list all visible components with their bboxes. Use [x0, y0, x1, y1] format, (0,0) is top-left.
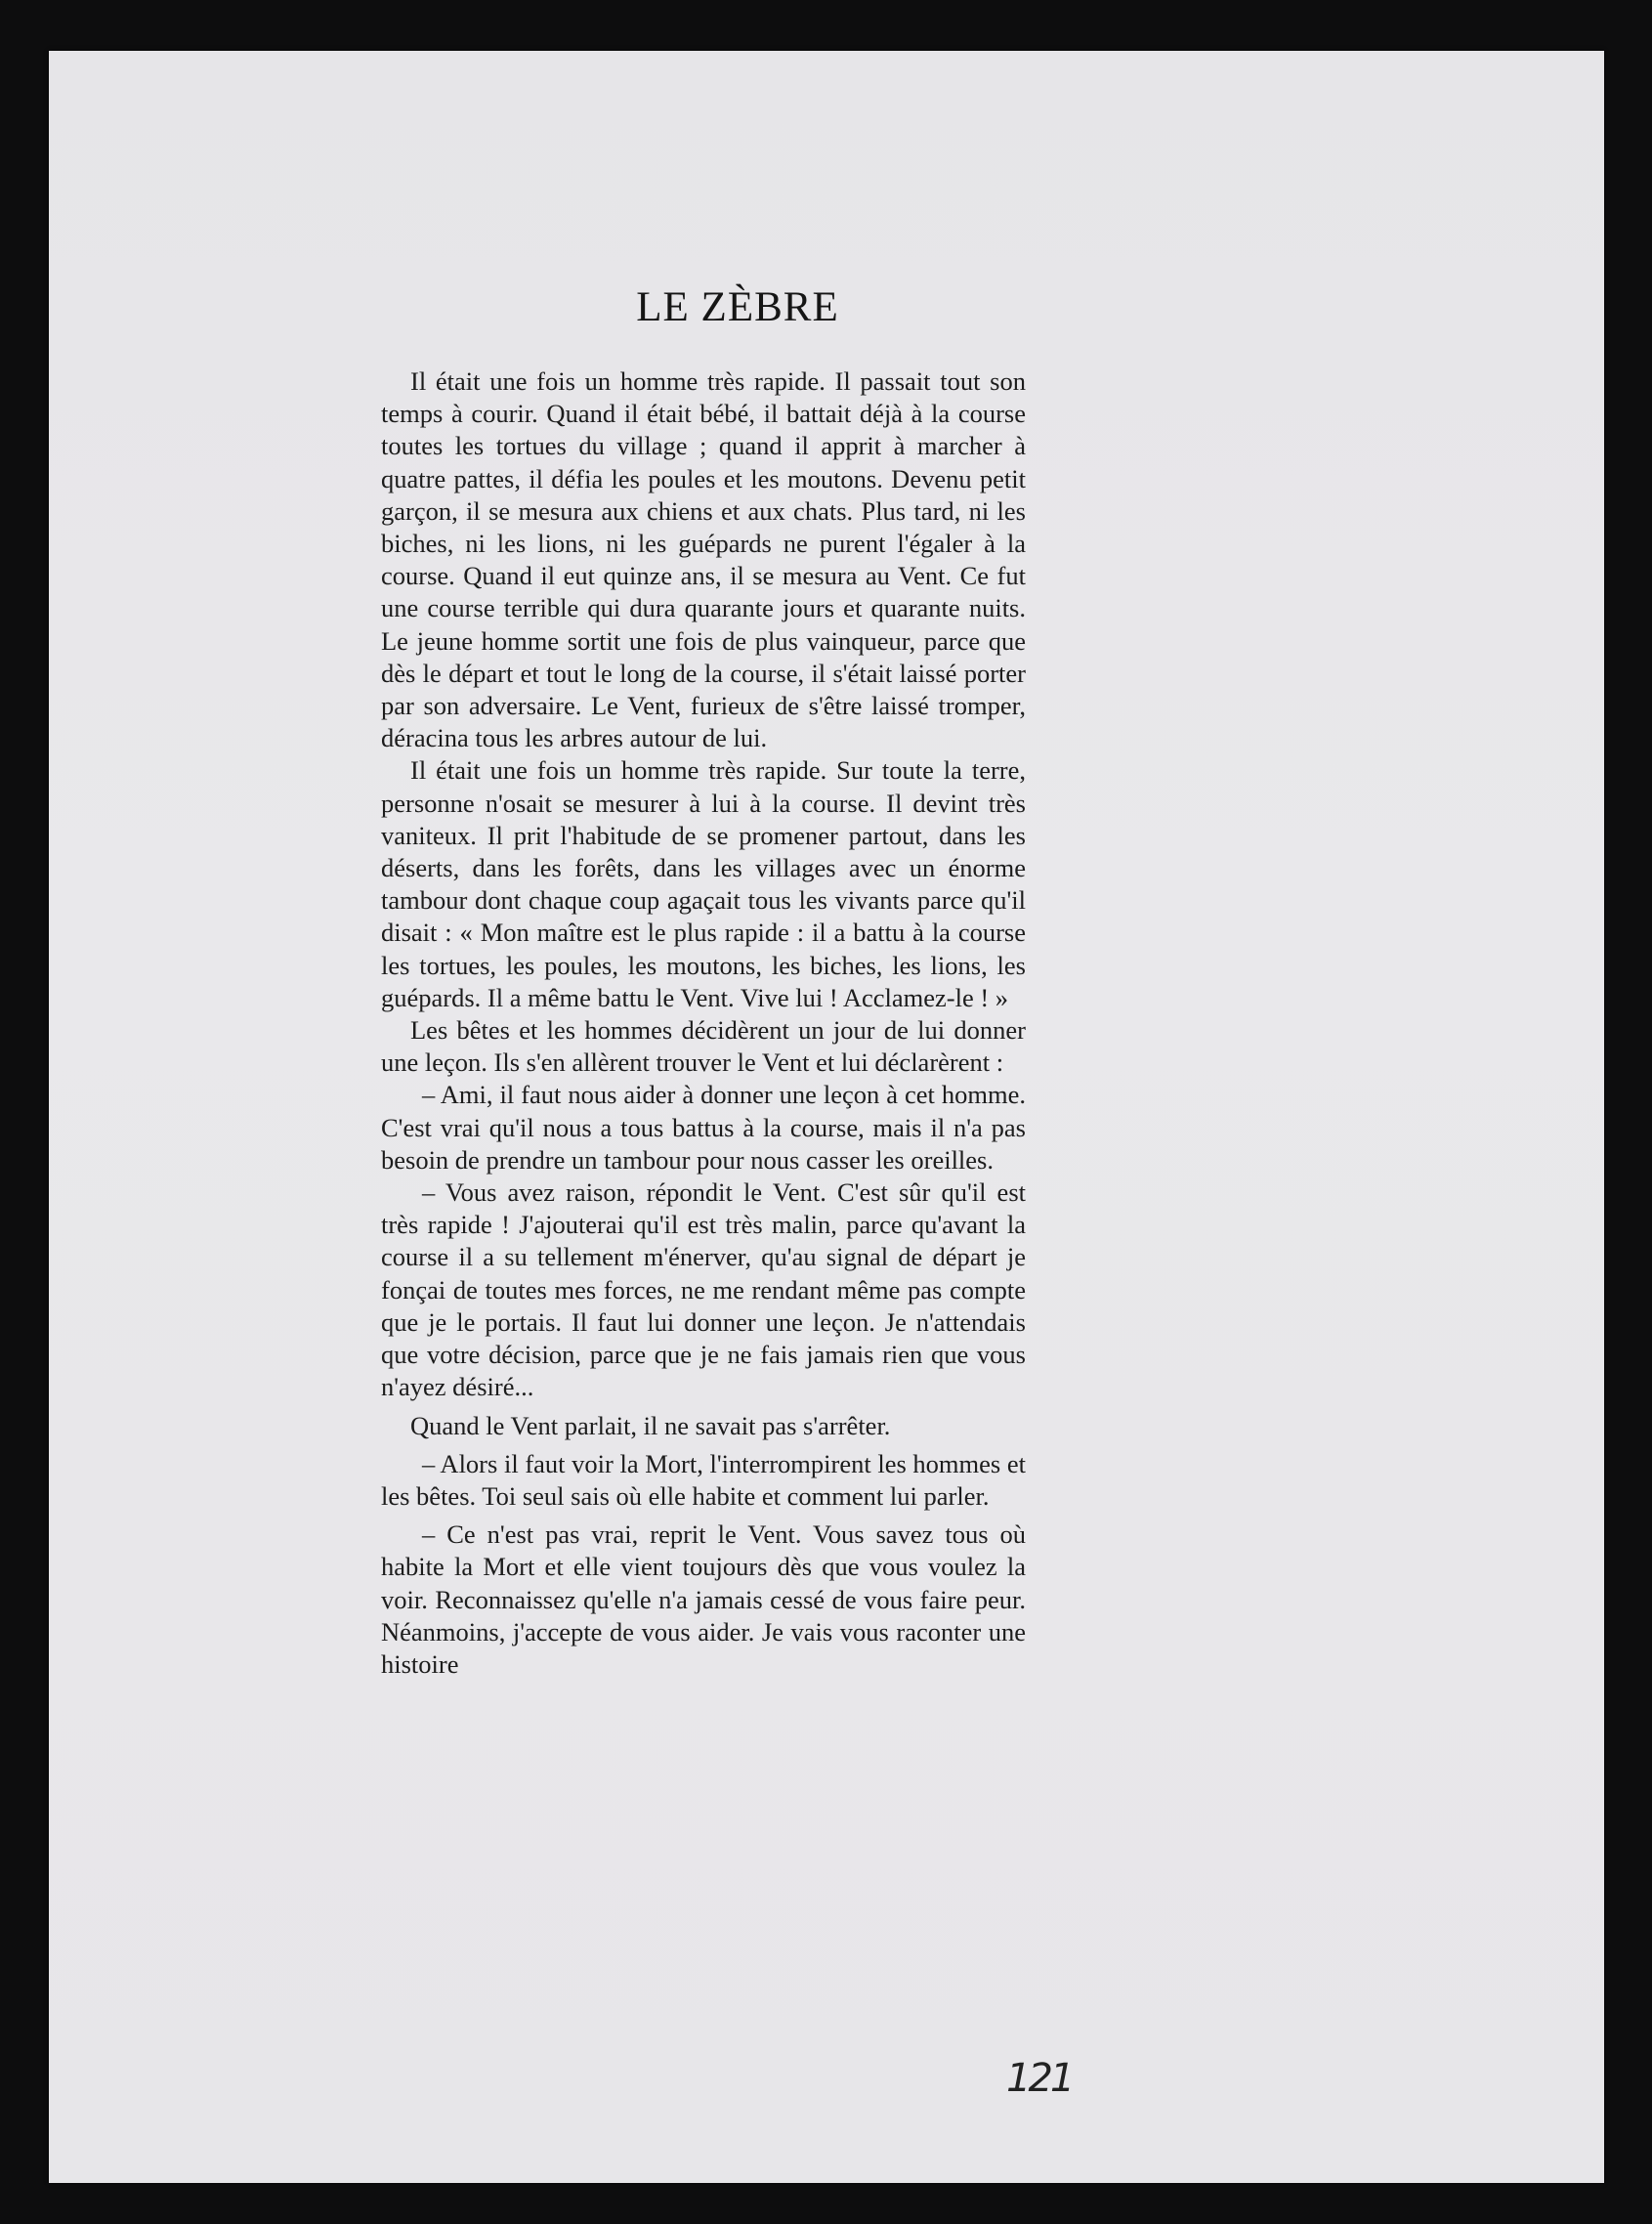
page-title: LE ZÈBRE [636, 284, 839, 330]
paragraph: Il était une fois un homme très rapide. Sur toute la terre, personne n'osait se mesurer à lui à la course. Il devint très vaniteux. Il prit l'habitude de se promener partout, dans les déserts, dans les forêts, dans les villages avec un énorme tambour dont chaque coup agaçait tous les vivants parce qu'il disait : « Mon maître est le plus rapide : il a battu à la course les tortues, les poules, les moutons, les biches, les lions, les guépards. Il a même battu le Vent. Vive lui ! Acclamez-le ! » [381, 755, 1026, 1012]
paragraph: Quand le Vent parlait, il ne savait pas s'arrêter. [410, 1410, 891, 1440]
dialogue-paragraph: – Alors il faut voir la Mort, l'interrompirent les hommes et les bêtes. Toi seul sais où elle habite et comment lui parler. [381, 1448, 1026, 1511]
dialogue-paragraph: – Ami, il faut nous aider à donner une leçon à cet homme. C'est vrai qu'il nous a tous battus à la course, mais il n'a pas besoin de prendre un tambour pour nous casser les oreilles. [381, 1080, 1026, 1175]
paragraph: Il était une fois un homme très rapide. Il passait tout son temps à courir. Quand il était bébé, il battait déjà à la course toutes les tortues du village ; quand il apprit à marcher à quatre pattes, il défia les poules et les moutons. Devenu petit garçon, il se mesura aux chiens et aux chats. Plus tard, ni les biches, ni les lions, ni les guépards ne purent l'égaler à la course. Quand il eut quinze ans, il se mesura au Vent. Ce fut une course terrible qui dura quarante jours et quarante nuits. Le jeune homme sortit une fois de plus vainqueur, parce que dès le départ et tout le long de la course, il s'était laissé porter par son adversaire. Le Vent, furieux de s'être laissé tromper, déracina tous les arbres autour de lui. [381, 366, 1026, 753]
text-column [381, 365, 1026, 1681]
book-page [49, 51, 1604, 2183]
dialogue-paragraph: – Vous avez raison, répondit le Vent. C'est sûr qu'il est très rapide ! J'ajouterai qu'il est très malin, parce qu'avant la course il a su tellement m'énerver, qu'au signal de départ je fonçai de toutes mes forces, ne me rendant même pas compte que je le portais. Il faut lui donner une leçon. Je n'attendais que votre décision, parce que je ne fais jamais rien que vous n'ayez désiré... [381, 1177, 1026, 1402]
handwritten-page-number: 121 [1006, 2056, 1073, 2101]
paragraph: Les bêtes et les hommes décidèrent un jour de lui donner une leçon. Ils s'en allèrent trouver le Vent et lui déclarèrent : [381, 1015, 1026, 1078]
dialogue-paragraph: – Ce n'est pas vrai, reprit le Vent. Vous savez tous où habite la Mort et elle vient toujours dès que vous voulez la voir. Reconnaissez qu'elle n'a jamais cessé de vous faire peur. Néanmoins, j'accepte de vous aider. Je vais vous raconter une histoire [381, 1519, 1026, 1679]
